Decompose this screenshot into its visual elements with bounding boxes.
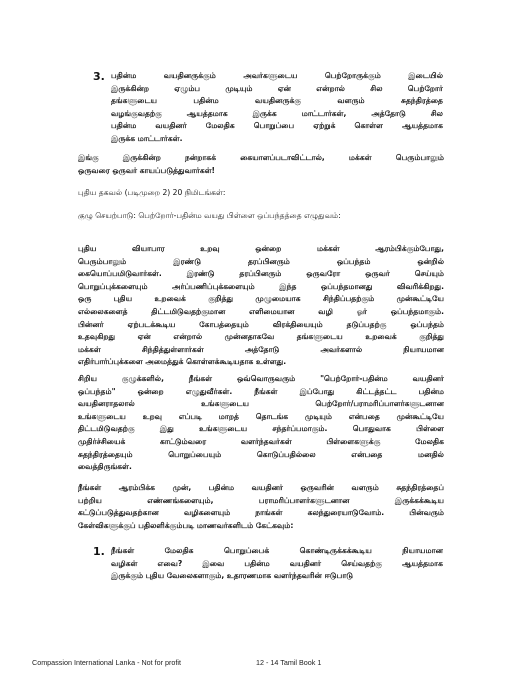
text-line: இருக்கின்ற ஏழும்ப முடியும் ஏன் என்றால் சில பெற்றோர்: [111, 83, 443, 93]
text-line: வழங்குவதற்கு ஆயத்தமாக இருக்க மாட்டார்கள், அத்தோடு சில: [111, 108, 443, 118]
text-line: எதிர்பார்ப்புக்களை அமைத்துக் கொள்ளக்கூடியதாக உள்ளது.: [78, 357, 287, 367]
text-line: சிறிய குழுக்களில், நீங்கள் ஒவ்வொருவரும் "பெற்றோர்-பதின்ம வயதினர்: [78, 374, 444, 383]
text-line: பதின்ம வயதினர் மேலதிக பொறுப்பை ஏற்றுக் கொள்ள ஆயத்தமாக: [111, 121, 443, 131]
text-line: தங்களுடைய பதின்ம வயதினருக்கு வளரும் சுதந்திரத்தை: [111, 96, 443, 106]
text-line: இருக்க மாட்டார்கள்.: [111, 133, 183, 143]
text-line: கையொப்பமிடுவார்கள். இரண்டு தரப்பினரும் ஒருவரோ ஒருவர் செய்யும்: [78, 269, 444, 279]
text-line: பொறுப்புக்களையும் அர்ப்பணிப்புக்களையும் இந்த ஒப்பந்தமானது விவரிக்கிறது.: [78, 281, 444, 291]
text-line: ஒப்பந்தம்" ஒன்றை எழுதுவீர்கள். நீங்கள் இப்போது கிட்டத்தட்ட பதின்ம: [78, 386, 444, 396]
text-line: முதிர்ச்சியைக் காட்டும்வரை வளர்ந்தவர்கள் பிள்ளைகளுக்கு மேலதிக: [78, 436, 444, 446]
text-line: இங்கு இருக்கின்ற நன்றாகக் கையாளப்படாவிட்டால், மக்கள் பெரும்பாலும்: [78, 153, 444, 162]
new-info-heading: [78, 187, 444, 200]
item-3-text: [111, 70, 443, 146]
text-line: வைத்திருங்கள்.: [78, 462, 132, 472]
list-number-1: 1.: [93, 545, 105, 558]
text-line: குழு செயற்பாடு: பெற்றோர்-பதின்ம வயது பிள்ளை ஒப்பந்தத்தை எழுதுவம்:: [78, 211, 341, 220]
text-line: புதிய தகவல் (படிமுறை 2) 20 நிமிடங்கள்:: [78, 188, 226, 197]
text-line: உங்களுடைய உறவு எப்படி மாறத் தொடங்க முடியும் என்பதை முன்கூட்டியே: [78, 411, 444, 421]
text-line: புதிய வியாபார உறவு ஒன்றை மக்கள் ஆரம்பிக்கும்போது,: [78, 244, 444, 253]
text-line: வழிகள் எவை? இவை பதின்ம வயதினர் செய்வதற்கு ஆயத்தமாக: [111, 558, 443, 568]
small-groups-paragraph: [78, 373, 444, 474]
text-line: கட்டுப்படுத்துவதற்கான வழிகளையும் நாங்கள் கலந்துரையாடுவோம். பின்வரும்: [78, 508, 444, 518]
text-line: சுதந்திரத்தையும் பொறுப்பையும் கொடுப்பதில்லை என்பதை மனதில்: [78, 449, 444, 459]
text-line: மக்கள் சிந்தித்துள்ளார்கள் அத்தோடு அவர்களால் நியாயமான: [78, 344, 444, 354]
text-line: ஒரு புதிய உறவைக் குறித்து முழுமையாக சிந்திப்பதற்கும் முன்கூட்டியே: [78, 294, 444, 304]
text-line: நீங்கள் மேலதிக பொறுப்பைக் கொண்டிருக்கக்கூடிய நியாயமான: [111, 546, 443, 555]
text-line: பதின்ம வயதினருக்கும் அவர்களுடைய பெற்றோருக்கும் இடையில்: [111, 71, 443, 80]
text-line: நீங்கள் ஆரம்பிக்க முன், பதின்ம வயதினர் ஒருவரின் வளரும் சுதந்திரத்தைப்: [78, 483, 444, 492]
text-line: கேள்விகளுக்குப் பதிலளிக்கும்படி மாணவர்களிடம் கேட்கவும்:: [78, 520, 294, 530]
text-line: இருக்கும் புதிய வேலைகளாகும், உதாரணமாக வளர்ந்தவரின் ஈடுபாடு: [111, 571, 354, 581]
text-line: உதவுகிறது ஏன் என்றால் முன்னதாகவே தங்களுடைய உறவைக் குறித்து: [78, 332, 444, 342]
text-line: ஒருவரை ஒருவர் காயப்படுத்துவார்கள்!: [78, 165, 216, 175]
footer-book-title: 12 - 14 Tamil Book 1: [256, 658, 322, 667]
text-line: வயதினராதலால் உங்களுடைய பெற்றோர்/பராமரிப்பாளர்களுடனான: [78, 399, 444, 409]
before-start-paragraph: [78, 482, 444, 532]
text-line: பற்றிய எண்ணங்களையும், பராமரிப்பாளர்களுடனான இருக்கக்கூடிய: [78, 495, 444, 505]
item-1-text: [111, 545, 443, 583]
observation-paragraph: [78, 152, 444, 177]
footer-organization: Compassion International Lanka - Not for profit: [32, 658, 182, 667]
text-line: பெரும்பாலும் இரண்டு தரப்பினரும் ஒப்பந்தம் ஒன்றில்: [78, 256, 444, 266]
contract-paragraph: [78, 243, 444, 369]
text-line: திட்டமிடுவதற்கு இது உங்களுடைய சந்தர்ப்பமாகும். பொதுவாக பிள்ளை: [78, 424, 444, 434]
text-line: பின்னர் ஏற்படக்கூடிய கோபத்தையும் விரக்தியையும் தடுப்பதற்கு ஒப்பந்தம்: [78, 319, 444, 329]
group-activity-heading: [78, 210, 444, 223]
list-number-3: 3.: [93, 70, 105, 83]
text-line: எல்லைகளைத் திட்டமிடுவதற்குமான எளிமையான வழி ஓர் ஒப்பந்தமாகும்.: [78, 306, 444, 316]
